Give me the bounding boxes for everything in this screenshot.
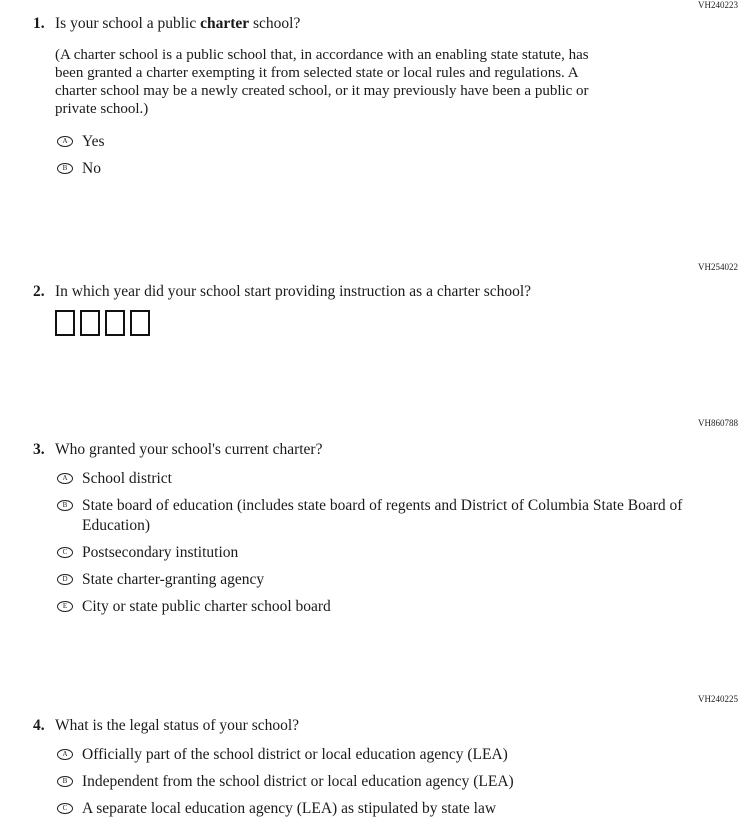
- question-2-text: In which year did your school start providing instruction as a charter school?: [55, 283, 532, 300]
- question-3: [0, 418, 752, 633]
- option-label: Independent from the school district or local education agency (LEA): [82, 773, 514, 790]
- question-4-code: VH240225: [698, 694, 738, 704]
- year-digit-box-1[interactable]: [55, 310, 75, 336]
- question-1-description: (A charter school is a public school that, in accordance with an enabling state statute, has been granted a charter exempting it from selected state or local rules and regulations. A charter school may be a newly created school, or it may previously have been a public or private school.): [55, 47, 589, 117]
- question-3-option-5[interactable]: [57, 597, 752, 617]
- option-label: No: [82, 160, 101, 177]
- question-1-text-bold: charter: [200, 15, 250, 32]
- oval-letter: E: [62, 602, 68, 610]
- answer-oval-icon[interactable]: [57, 163, 73, 174]
- option-label: Yes: [82, 133, 105, 150]
- year-entry-boxes: [55, 310, 752, 336]
- question-1-option-yes[interactable]: [57, 132, 752, 152]
- question-1-option-no[interactable]: [57, 159, 752, 179]
- question-1-text: [55, 13, 752, 34]
- oval-letter: A: [62, 474, 68, 482]
- question-2: [0, 262, 752, 336]
- oval-letter: A: [62, 750, 68, 758]
- oval-letter: C: [62, 548, 68, 556]
- question-4-option-3[interactable]: [57, 799, 752, 819]
- answer-oval-icon[interactable]: [57, 547, 73, 558]
- option-label: A separate local education agency (LEA) as stipulated by state law: [82, 800, 497, 817]
- answer-oval-icon[interactable]: [57, 601, 73, 612]
- oval-letter: C: [62, 804, 68, 812]
- question-4-number: 4.: [33, 717, 45, 734]
- oval-letter: B: [62, 164, 68, 172]
- answer-oval-icon[interactable]: [57, 574, 73, 585]
- question-3-text: Who granted your school's current charter?: [55, 441, 323, 458]
- oval-letter: B: [62, 501, 68, 509]
- year-digit-box-2[interactable]: [80, 310, 100, 336]
- question-3-option-1[interactable]: [57, 469, 752, 489]
- option-label: State board of education (includes state board of regents and District of Columbia State Board of Education): [82, 497, 683, 534]
- question-1: [0, 0, 752, 195]
- option-label: State charter-granting agency: [82, 571, 265, 588]
- option-label: School district: [82, 470, 172, 487]
- answer-oval-icon[interactable]: [57, 500, 73, 511]
- question-2-code: VH254022: [698, 262, 738, 272]
- question-2-number: 2.: [33, 283, 45, 300]
- answer-oval-icon[interactable]: [57, 473, 73, 484]
- question-4-option-2[interactable]: [57, 772, 752, 792]
- question-4-text: What is the legal status of your school?: [55, 717, 300, 734]
- option-label: Officially part of the school district or local education agency (LEA): [82, 746, 508, 763]
- question-1-number: 1.: [33, 15, 45, 32]
- answer-oval-icon[interactable]: [57, 803, 73, 814]
- option-label: Postsecondary institution: [82, 544, 239, 561]
- question-1-text-suffix: school?: [249, 15, 301, 32]
- question-3-option-3[interactable]: [57, 543, 752, 563]
- answer-oval-icon[interactable]: [57, 776, 73, 787]
- answer-oval-icon[interactable]: [57, 749, 73, 760]
- answer-oval-icon[interactable]: [57, 136, 73, 147]
- question-4: [0, 694, 752, 835]
- option-label: City or state public charter school board: [82, 598, 331, 615]
- oval-letter: A: [62, 137, 68, 145]
- question-3-number: 3.: [33, 441, 45, 458]
- oval-letter: D: [62, 575, 68, 583]
- question-3-code: VH860788: [698, 418, 738, 428]
- question-4-option-1[interactable]: [57, 745, 752, 765]
- question-1-code: VH240223: [698, 0, 738, 10]
- year-digit-box-4[interactable]: [130, 310, 150, 336]
- question-3-option-4[interactable]: [57, 570, 752, 590]
- question-3-option-2[interactable]: [57, 496, 752, 536]
- oval-letter: B: [62, 777, 68, 785]
- question-1-text-prefix: Is your school a public: [55, 15, 201, 32]
- year-digit-box-3[interactable]: [105, 310, 125, 336]
